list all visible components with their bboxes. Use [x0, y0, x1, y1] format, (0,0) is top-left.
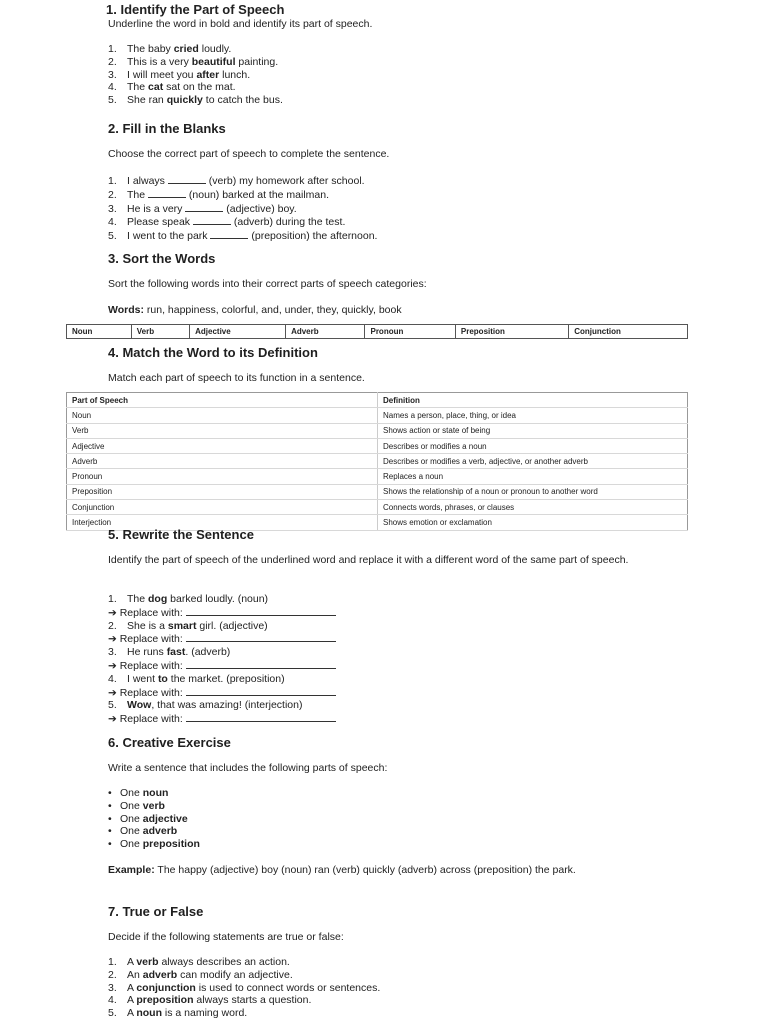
- list-item: 4. I went to the market. (preposition): [108, 672, 285, 685]
- section2-instruction: Choose the correct part of speech to complete the sentence.: [108, 148, 390, 160]
- replace-line: ➔ Replace with:: [108, 659, 336, 673]
- list-item: • One preposition: [108, 838, 200, 851]
- section7-instruction: Decide if the following statements are true or false:: [108, 931, 344, 943]
- table-cell: Pronoun: [67, 469, 378, 484]
- table-row: [67, 423, 688, 438]
- sort-col-conjunction: Conjunction: [569, 325, 688, 339]
- sort-col-pronoun: Pronoun: [365, 325, 455, 339]
- table-cell: Shows emotion or exclamation: [378, 515, 688, 530]
- list-item: 3. He runs fast. (adverb): [108, 646, 231, 659]
- answer-line: [186, 659, 336, 669]
- answer-line: [186, 632, 336, 642]
- section2-list: [108, 174, 377, 243]
- list-item: 5. I went to the park (preposition) the afternoon.: [108, 230, 378, 243]
- section6-title: 6. Creative Exercise: [108, 735, 231, 750]
- section1-instruction: Underline the word in bold and identify its part of speech.: [108, 18, 373, 30]
- blank-line: [193, 215, 231, 225]
- list-item: • One adverb: [108, 825, 178, 838]
- table-cell: Names a person, place, thing, or idea: [378, 408, 688, 423]
- section6-list: [108, 787, 200, 851]
- sort-col-noun: Noun: [67, 325, 132, 339]
- table-cell: Interjection: [67, 515, 378, 530]
- table-row: [67, 438, 688, 453]
- list-item: 1. I always (verb) my homework after school.: [108, 175, 365, 187]
- section4-title: 4. Match the Word to its Definition: [108, 345, 318, 360]
- table-cell: Adverb: [67, 454, 378, 469]
- table-row: [67, 500, 688, 515]
- table-cell: Adjective: [67, 438, 378, 453]
- section3-title: 3. Sort the Words: [108, 251, 216, 266]
- section6-example: Example: The happy (adjective) boy (noun) ran (verb) quickly (adverb) across (preposition) the park.: [108, 864, 576, 876]
- section3-instruction: Sort the following words into their correct parts of speech categories:: [108, 278, 427, 290]
- list-item: 4. The cat sat on the mat.: [108, 81, 236, 94]
- blank-line: [185, 202, 223, 212]
- section3-words: Words: run, happiness, colorful, and, under, they, quickly, book: [108, 304, 402, 316]
- table-cell: Conjunction: [67, 500, 378, 515]
- list-item: 5. A noun is a naming word.: [108, 1007, 248, 1020]
- table-cell: Connects words, phrases, or clauses: [378, 500, 688, 515]
- section5-instruction: Identify the part of speech of the underlined word and replace it with a different word of the same part of speech.: [108, 554, 629, 566]
- replace-line: ➔ Replace with:: [108, 632, 336, 646]
- table-cell: Noun: [67, 408, 378, 423]
- list-item: • One verb: [108, 799, 165, 812]
- list-item: 4. Please speak (adverb) during the test.: [108, 216, 346, 229]
- section2-title: 2. Fill in the Blanks: [108, 121, 226, 136]
- list-item: • One adjective: [108, 812, 188, 825]
- sort-col-adjective: Adjective: [190, 325, 286, 339]
- list-item: 4. A preposition always starts a question.: [108, 994, 312, 1007]
- answer-line: [186, 686, 336, 696]
- section5-title: 5. Rewrite the Sentence: [108, 527, 254, 542]
- section7-list: [108, 956, 380, 1020]
- section5-list: [108, 593, 336, 726]
- table-row: [67, 484, 688, 499]
- sort-col-preposition: Preposition: [455, 325, 568, 339]
- table-cell: Shows the relationship of a noun or pronoun to another word: [378, 484, 688, 499]
- table-row: [67, 454, 688, 469]
- table-cell: Describes or modifies a verb, adjective, or another adverb: [378, 454, 688, 469]
- section1-list: [108, 43, 283, 107]
- table-cell: Shows action or state of being: [378, 423, 688, 438]
- table-row: [67, 408, 688, 423]
- replace-line: ➔ Replace with:: [108, 712, 336, 726]
- blank-line: [148, 188, 186, 198]
- section1-title: 1. Identify the Part of Speech: [106, 1, 285, 17]
- list-item: 1. A verb always describes an action.: [108, 956, 290, 968]
- list-item: 3. A conjunction is used to connect words or sentences.: [108, 981, 381, 994]
- list-item: 1. The dog barked loudly. (noun): [108, 593, 269, 605]
- list-item: 3. He is a very (adjective) boy.: [108, 202, 297, 215]
- table-header-row: [67, 393, 688, 408]
- header-definition: Definition: [378, 393, 688, 408]
- list-item: 2. The (noun) barked at the mailman.: [108, 188, 330, 201]
- answer-line: [186, 712, 336, 722]
- definition-table: [66, 392, 688, 531]
- list-item: 5. Wow, that was amazing! (interjection): [108, 699, 303, 712]
- table-cell: Replaces a noun: [378, 469, 688, 484]
- list-item: 2. An adverb can modify an adjective.: [108, 968, 293, 981]
- sort-table: [66, 324, 688, 339]
- list-item: 3. I will meet you after lunch.: [108, 68, 251, 81]
- blank-line: [168, 174, 206, 184]
- list-item: 5. She ran quickly to catch the bus.: [108, 94, 283, 107]
- replace-line: ➔ Replace with:: [108, 606, 336, 620]
- list-item: • One noun: [108, 787, 169, 799]
- answer-line: [186, 606, 336, 616]
- sort-col-verb: Verb: [131, 325, 189, 339]
- section4-instruction: Match each part of speech to its function in a sentence.: [108, 372, 365, 384]
- list-item: 2. She is a smart girl. (adjective): [108, 619, 268, 632]
- header-part-of-speech: Part of Speech: [67, 393, 378, 408]
- table-cell: Describes or modifies a noun: [378, 438, 688, 453]
- section7-title: 7. True or False: [108, 904, 204, 919]
- list-item: 1. The baby cried loudly.: [108, 43, 232, 55]
- list-item: 2. This is a very beautiful painting.: [108, 55, 279, 68]
- section6-instruction: Write a sentence that includes the following parts of speech:: [108, 762, 388, 774]
- sort-col-adverb: Adverb: [286, 325, 365, 339]
- table-cell: Preposition: [67, 484, 378, 499]
- replace-line: ➔ Replace with:: [108, 686, 336, 700]
- table-row: [67, 469, 688, 484]
- table-cell: Verb: [67, 423, 378, 438]
- blank-line: [210, 229, 248, 239]
